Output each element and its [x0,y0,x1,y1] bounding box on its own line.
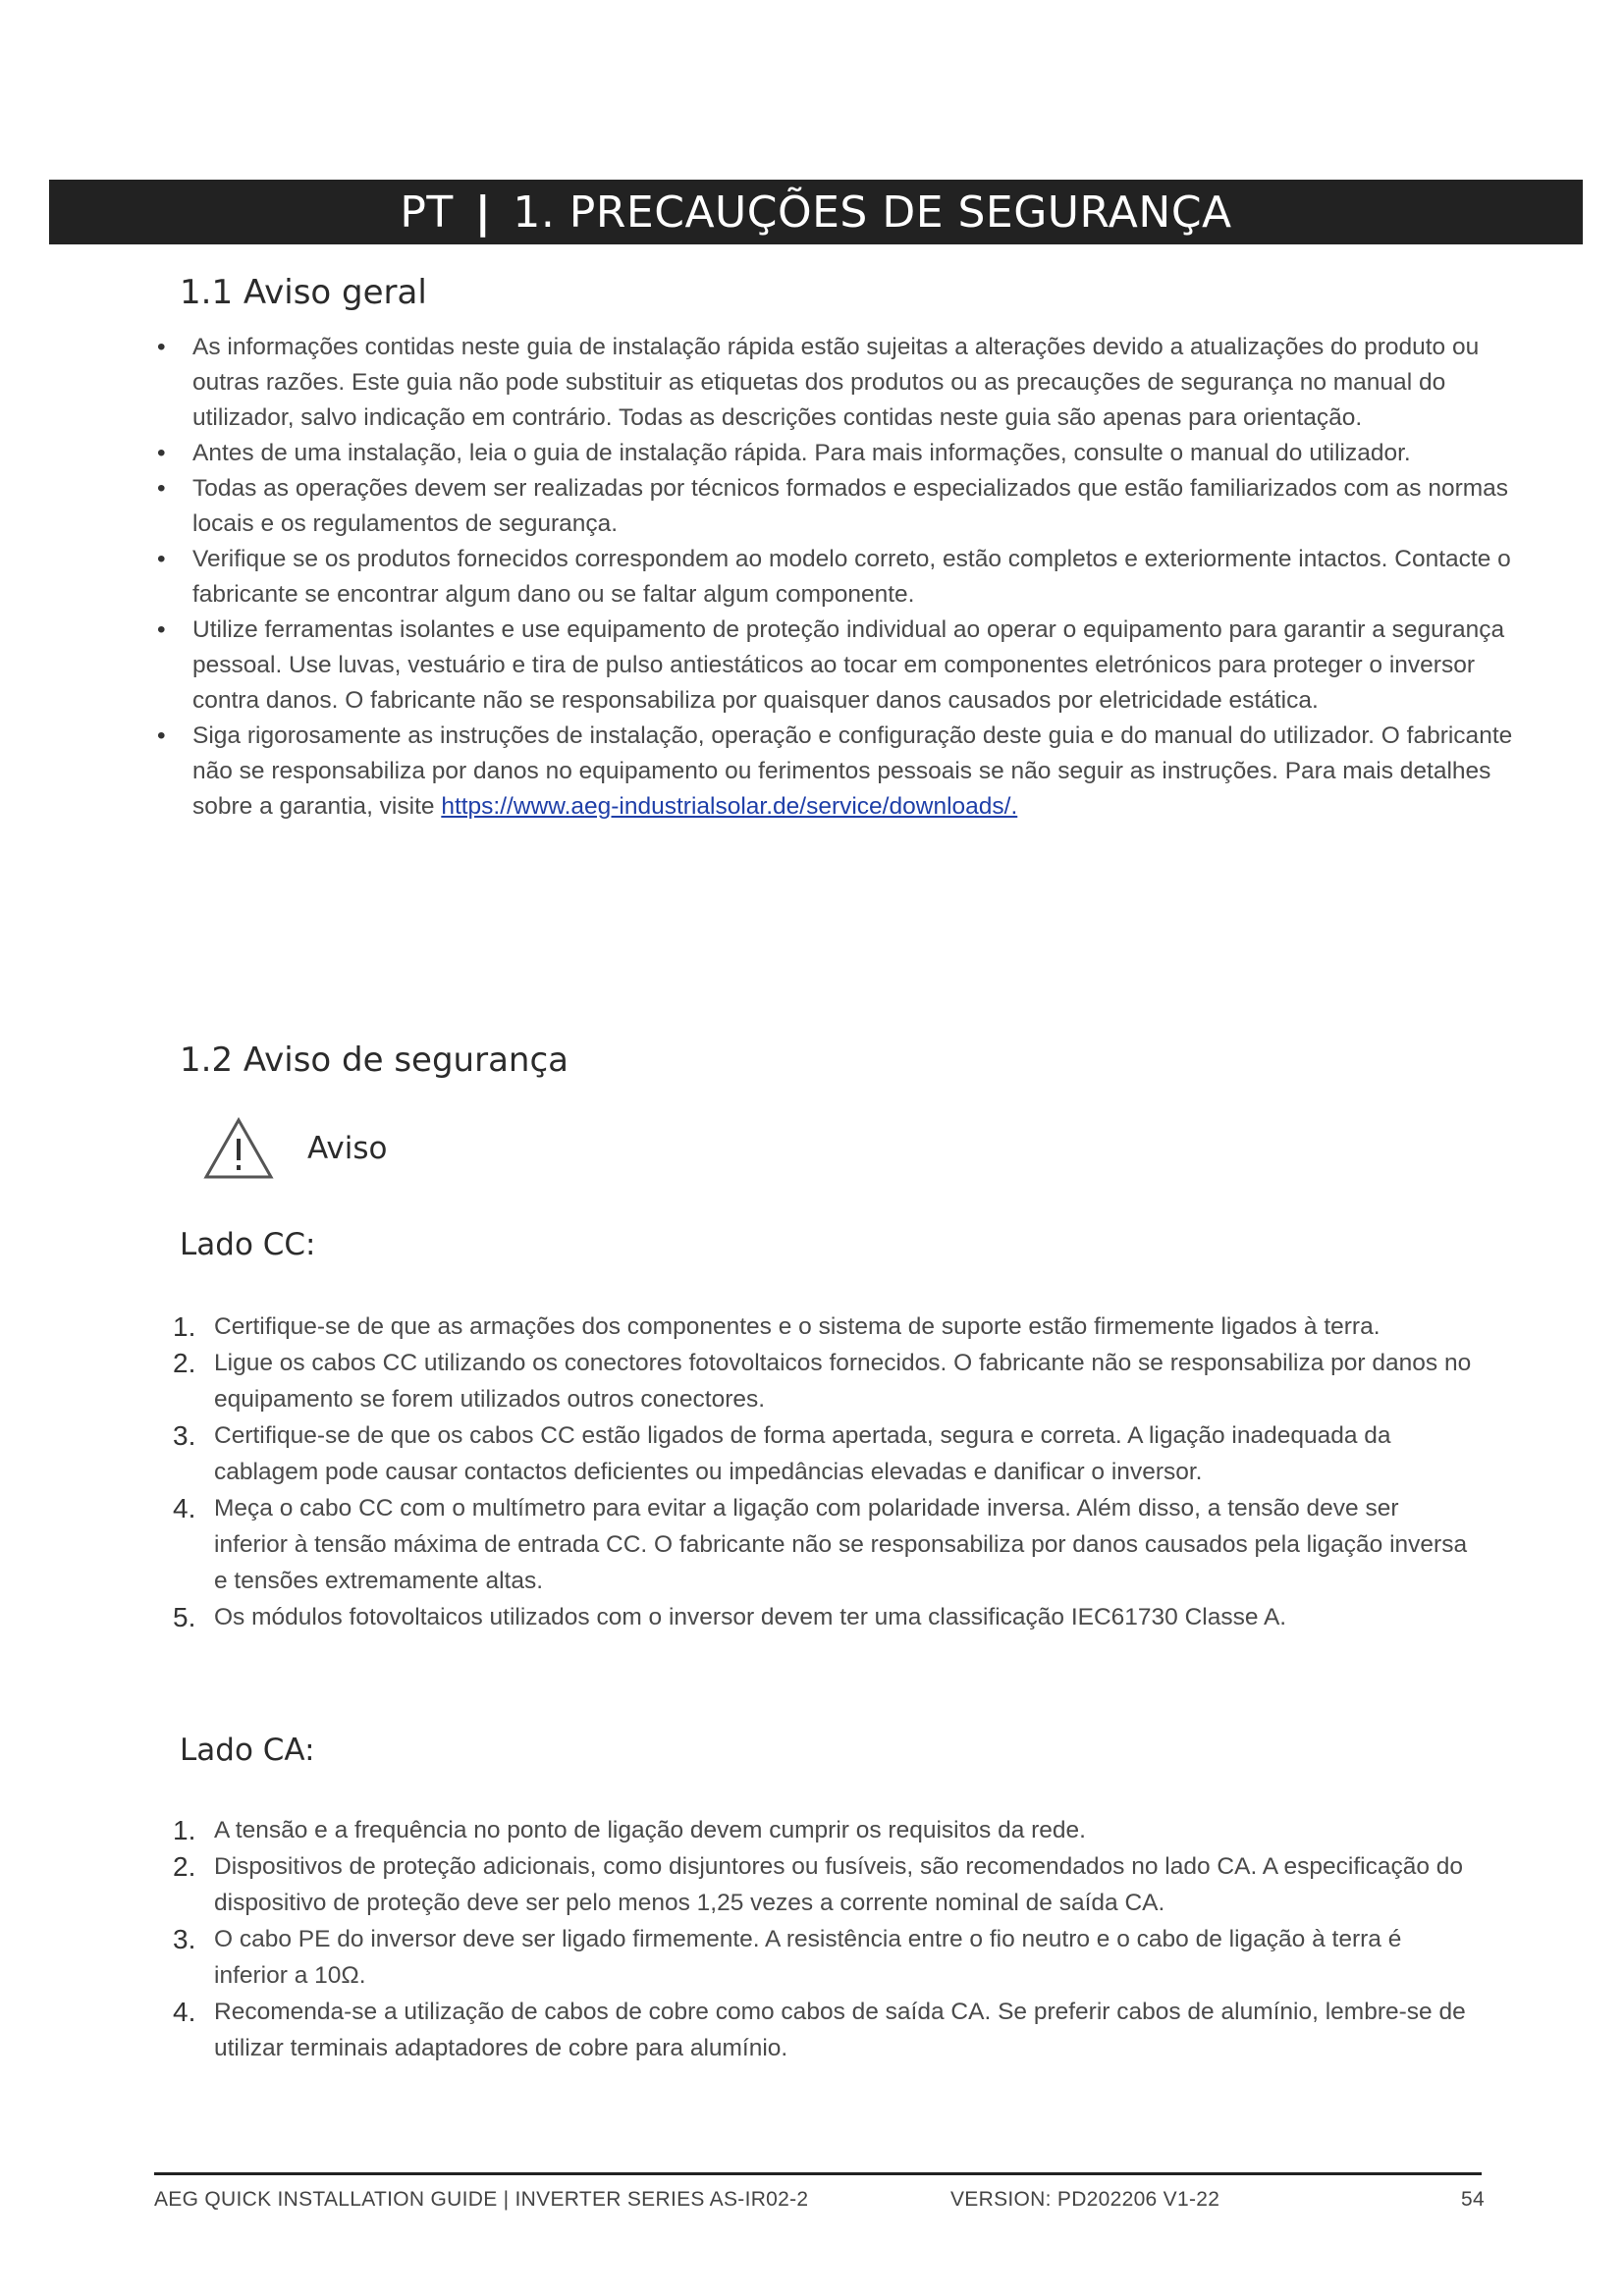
item-number: 2. [173,1348,196,1378]
footer-version: VERSION: PD202206 V1-22 [950,2188,1220,2211]
footer-guide-title: AEG QUICK INSTALLATION GUIDE | INVERTER SERIES AS-IR02-2 [154,2188,809,2211]
item-number: 3. [173,1924,196,1954]
language-code: PT [400,187,454,238]
item-text: O cabo PE do inversor deve ser ligado firmemente. A resistência entre o fio neutro e o cabo de ligação à terra é inferior a 10Ω. [214,1926,1402,1989]
list-item [173,1921,1479,1994]
item-number: 4. [173,1997,196,2027]
page-number: 54 [1461,2188,1485,2211]
list-item [173,1848,1479,1921]
list-item [173,1599,1479,1635]
header-separator: | [474,187,492,238]
list-item: • As informações contidas neste guia de instalação rápida estão sujeitas a alterações devido a atualizações do produto ou outras razões. Este guia não pode substituir as etiquetas dos produtos ou as precauções de segurança no manual do utilizador, salvo indicação em contrário. Todas as descrições contidas neste guia são apenas para orientação. [157,330,1532,436]
list-item-text: Siga rigorosamente as instruções de instalação, operação e configuração deste guia e do manual do utilizador. O fabricante não se responsabiliza por danos no equipamento ou ferimentos pessoais se não seguir as instruções. Para mais detalhes sobre a garantia, visite [192,722,1513,820]
list-item: • Antes de uma instalação, leia o guia de instalação rápida. Para mais informações, consulte o manual do utilizador. [157,436,1532,471]
list-item [173,1417,1479,1490]
section-title-general-warning: 1.1 Aviso geral [180,273,427,312]
warning-row [203,1117,387,1180]
chapter-title: 1. PRECAUÇÕES DE SEGURANÇA [513,187,1232,238]
list-item [173,1812,1479,1848]
footer-divider [154,2172,1482,2175]
item-text: Dispositivos de proteção adicionais, como disjuntores ou fusíveis, são recomendados no lado CA. A especificação do dispositivo de proteção deve ser pelo menos 1,25 vezes a corrente nominal de saída CA. [214,1853,1464,1916]
item-text: Ligue os cabos CC utilizando os conectores fotovoltaicos fornecidos. O fabricante não se responsabiliza por danos no equipamento se forem utilizados outros conectores. [214,1350,1472,1413]
ac-side-title: Lado CA: [180,1733,315,1768]
list-item [173,1308,1479,1345]
list-item: • Utilize ferramentas isolantes e use equipamento de proteção individual ao operar o equipamento para garantir a segurança pessoal. Use luvas, vestuário e tira de pulso antiestáticos ao tocar em componentes eletrónicos para proteger o inversor contra danos. O fabricante não se responsabiliza por quaisquer danos causados por eletricidade estática. [157,613,1532,719]
item-number: 1. [173,1815,196,1845]
dc-side-title: Lado CC: [180,1227,316,1262]
item-number: 2. [173,1851,196,1882]
general-warning-list [157,330,1532,825]
warranty-link[interactable]: https://www.aeg-industrialsolar.de/service/downloads/. [441,793,1018,820]
item-text: Certifique-se de que os cabos CC estão ligados de forma apertada, segura e correta. A ligação inadequada da cablagem pode causar contactos deficientes ou impedâncias elevadas e danificar o inversor. [214,1422,1391,1485]
item-text: Certifique-se de que as armações dos componentes e o sistema de suporte estão firmemente ligados à terra. [214,1313,1380,1340]
warning-triangle-icon [203,1117,274,1180]
list-item: • Verifique se os produtos fornecidos correspondem ao modelo correto, estão completos e exteriormente intactos. Contacte o fabricante se encontrar algum dano ou se faltar algum componente. [157,542,1532,613]
ac-side-list [173,1812,1479,2066]
warning-label: Aviso [307,1131,388,1166]
list-item [157,719,1532,825]
page-header [49,180,1583,244]
item-number: 5. [173,1602,196,1632]
list-item [173,1490,1479,1599]
item-number: 1. [173,1311,196,1342]
list-item: • Todas as operações devem ser realizadas por técnicos formados e especializados que estão familiarizados com as normas locais e os regulamentos de segurança. [157,471,1532,542]
item-number: 3. [173,1420,196,1451]
list-item [173,1345,1479,1417]
list-item [173,1994,1479,2066]
item-text: Meça o cabo CC com o multímetro para evitar a ligação com polaridade inversa. Além disso, a tensão deve ser inferior à tensão máxima de entrada CC. O fabricante não se responsabiliza por danos causados pela ligação inversa e tensões extremamente altas. [214,1495,1468,1594]
item-text: A tensão e a frequência no ponto de ligação devem cumprir os requisitos da rede. [214,1817,1086,1843]
item-text: Os módulos fotovoltaicos utilizados com o inversor devem ter uma classificação IEC61730 Classe A. [214,1604,1287,1630]
section-title-safety-warning: 1.2 Aviso de segurança [180,1041,568,1080]
dc-side-list [173,1308,1479,1635]
item-text: Recomenda-se a utilização de cabos de cobre como cabos de saída CA. Se preferir cabos de alumínio, lembre-se de utilizar terminais adaptadores de cobre para alumínio. [214,1999,1466,2061]
item-number: 4. [173,1493,196,1523]
